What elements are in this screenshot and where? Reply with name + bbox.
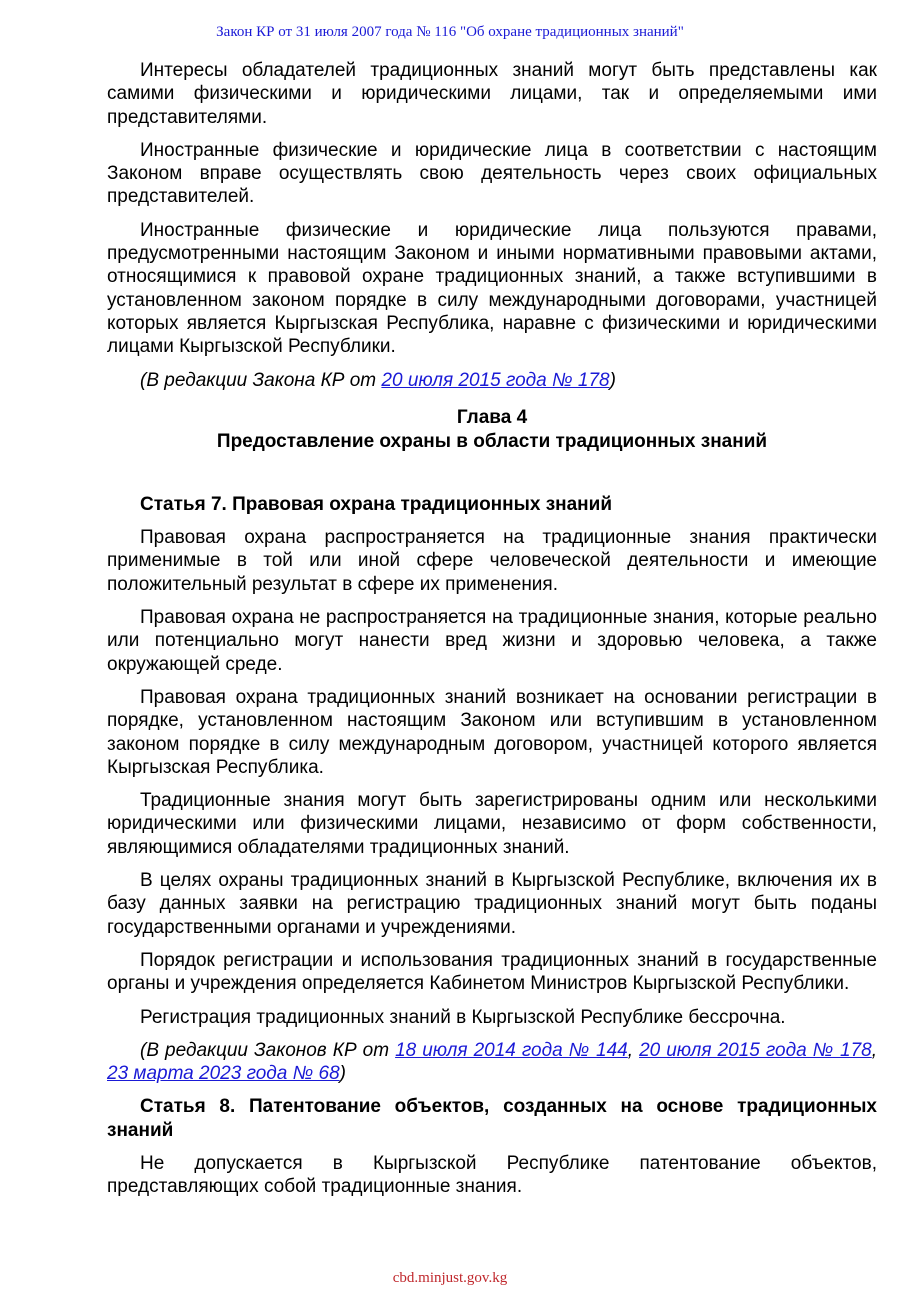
edit-note-suffix: ) xyxy=(339,1063,346,1085)
edit-note-separator: , xyxy=(627,1039,640,1061)
edit-note xyxy=(107,1039,877,1086)
amendment-link-2015-178[interactable]: 20 июля 2015 года № 178 xyxy=(381,369,610,391)
paragraph: Правовая охрана не распространяется на традиционные знания, которые реально или потенциально могут нанести вред жизни и здоровью человека, а также окружающей среде. xyxy=(107,607,877,675)
paragraph: Порядок регистрации и использования традиционных знаний в государственные органы и учреждения определяется Кабинетом Министров Кыргызской Республики. xyxy=(107,949,877,995)
paragraph: Регистрация традиционных знаний в Кыргызской Республике бессрочна. xyxy=(140,1006,786,1028)
paragraph: Традиционные знания могут быть зарегистрированы одним или несколькими юридическими или физическими лицами, независимо от форм собственности, являющимися обладателями традиционных знаний. xyxy=(107,790,877,858)
paragraph: Не допускается в Кыргызской Республике патентование объектов, представляющих собой традиционные знания. xyxy=(107,1152,877,1198)
paragraph: Интересы обладателей традиционных знаний могут быть представлены как самими физическими и юридическими лицами, так и определяемыми ими представителями. xyxy=(107,60,877,128)
chapter-number: Глава 4 xyxy=(456,406,528,428)
edit-note xyxy=(107,369,877,392)
paragraph: Правовая охрана распространяется на традиционные знания практически применимые в той или иной сфере человеческой деятельности и имеющие положительный результат в сфере их применения. xyxy=(107,527,877,595)
article-7-title: Статья 7. Правовая охрана традиционных знаний xyxy=(140,493,613,515)
amendment-link-2014-144[interactable]: 18 июля 2014 года № 144 xyxy=(395,1039,628,1061)
article-8-title: Статья 8. Патентование объектов, созданных на основе традиционных знаний xyxy=(107,1096,877,1141)
document-body xyxy=(107,59,877,1209)
paragraph: Иностранные физические и юридические лица в соответствии с настоящим Законом вправе осуществлять свою деятельность через своих официальных представителей. xyxy=(107,139,877,208)
amendment-link-2023-68[interactable]: 23 марта 2023 года № 68 xyxy=(107,1063,340,1085)
chapter-title: Предоставление охраны в области традиционных знаний xyxy=(216,430,768,452)
amendment-link-2015-178[interactable]: 20 июля 2015 года № 178 xyxy=(639,1039,872,1061)
chapter-heading xyxy=(107,406,877,454)
edit-note-prefix: (В редакции Законов КР от xyxy=(140,1039,396,1061)
edit-note-suffix: ) xyxy=(609,369,616,391)
running-header: Закон КР от 31 июля 2007 года № 116 "Об охране традиционных знаний" xyxy=(216,24,684,40)
edit-note-prefix: (В редакции Закона КР от xyxy=(140,369,382,391)
running-footer-source: cbd.minjust.gov.kg xyxy=(392,1270,508,1286)
edit-note-separator: , xyxy=(871,1039,878,1061)
paragraph: Иностранные физические и юридические лица пользуются правами, предусмотренными настоящим Законом и иными нормативными правовыми актами, относящимися к правовой охране традиционных знаний, а также вступившими в установленном законом порядке в силу международными договорами, участницей которых является Кыргызская Республика, наравне с физическими и юридическими лицами Кыргызской Республики. xyxy=(107,219,877,358)
paragraph: В целях охраны традиционных знаний в Кыргызской Республике, включения их в базу данных заявки на регистрацию традиционных знаний могут быть поданы государственными органами и учреждениями. xyxy=(107,870,877,938)
paragraph: Правовая охрана традиционных знаний возникает на основании регистрации в порядке, установленном настоящим Законом или вступившим в установленном законом порядке в силу международным договором, участницей которого является Кыргызская Республика. xyxy=(107,686,877,778)
